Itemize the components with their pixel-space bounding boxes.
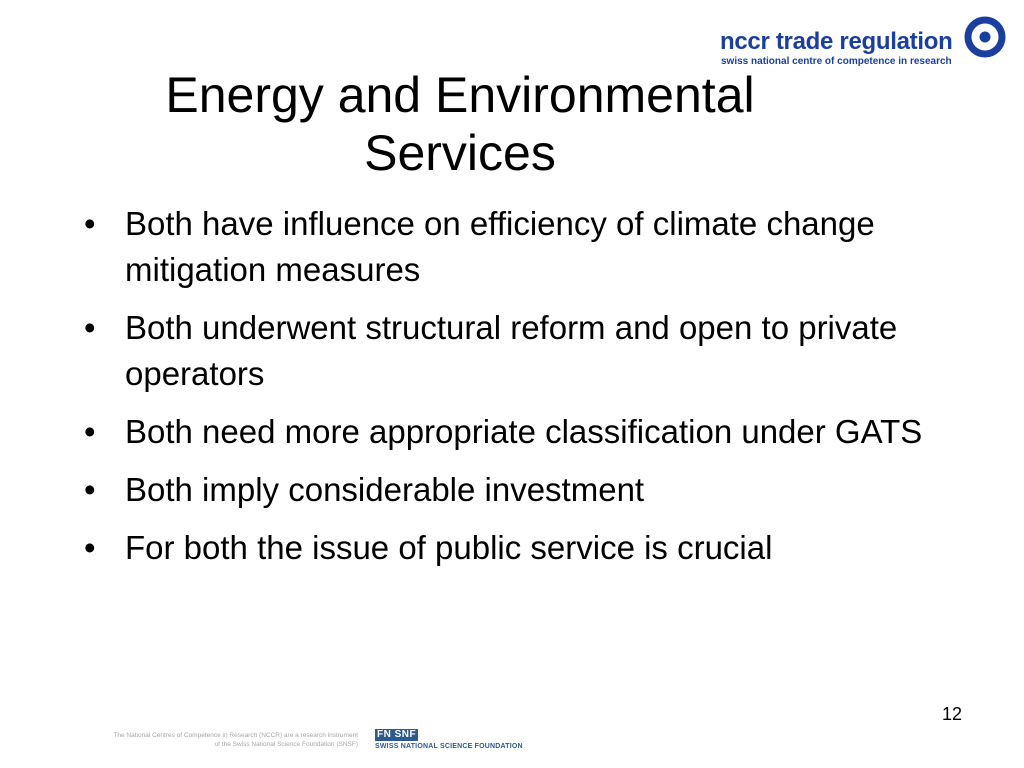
nccr-logo bbox=[720, 14, 1010, 74]
footer-note-line-2: of the Swiss National Science Foundation (SNSF) bbox=[214, 741, 358, 748]
bullet-marker: • bbox=[84, 413, 96, 450]
fnsnf-name: SWISS NATIONAL SCIENCE FOUNDATION bbox=[375, 743, 523, 750]
bullet-item bbox=[84, 467, 944, 513]
bullet-list bbox=[84, 201, 944, 583]
bullet-text: Both underwent structural reform and open to private operators bbox=[125, 309, 898, 392]
bullet-text: For both the issue of public service is crucial bbox=[125, 529, 773, 566]
footer-note bbox=[20, 731, 358, 749]
bullet-text: Both imply considerable investment bbox=[125, 471, 645, 508]
slide-title bbox=[100, 66, 820, 182]
slide-title-line-2: Services bbox=[364, 125, 556, 181]
footer-note-line-1: The National Centres of Competence in Research (NCCR) are a research instrument bbox=[113, 732, 358, 739]
bullet-marker: • bbox=[84, 205, 96, 242]
bullet-text: Both have influence on efficiency of climate change mitigation measures bbox=[125, 205, 875, 288]
bullet-item bbox=[84, 201, 944, 293]
bullet-item bbox=[84, 409, 944, 455]
logo-title: nccr trade regulation bbox=[720, 28, 953, 55]
page-number: 12 bbox=[941, 704, 962, 724]
nccr-eye-icon bbox=[962, 14, 1008, 60]
slide-title-line-1: Energy and Environmental bbox=[165, 67, 755, 123]
logo-subtitle: swiss national centre of competence in research bbox=[721, 56, 952, 67]
bullet-item bbox=[84, 525, 944, 571]
bullet-item bbox=[84, 305, 944, 397]
snsf-logo bbox=[375, 729, 523, 751]
fnsnf-badge: FN SNF bbox=[377, 729, 417, 740]
bullet-marker: • bbox=[84, 529, 96, 566]
bullet-text: Both need more appropriate classification under GATS bbox=[125, 413, 923, 450]
bullet-marker: • bbox=[84, 471, 96, 508]
bullet-marker: • bbox=[84, 309, 96, 346]
